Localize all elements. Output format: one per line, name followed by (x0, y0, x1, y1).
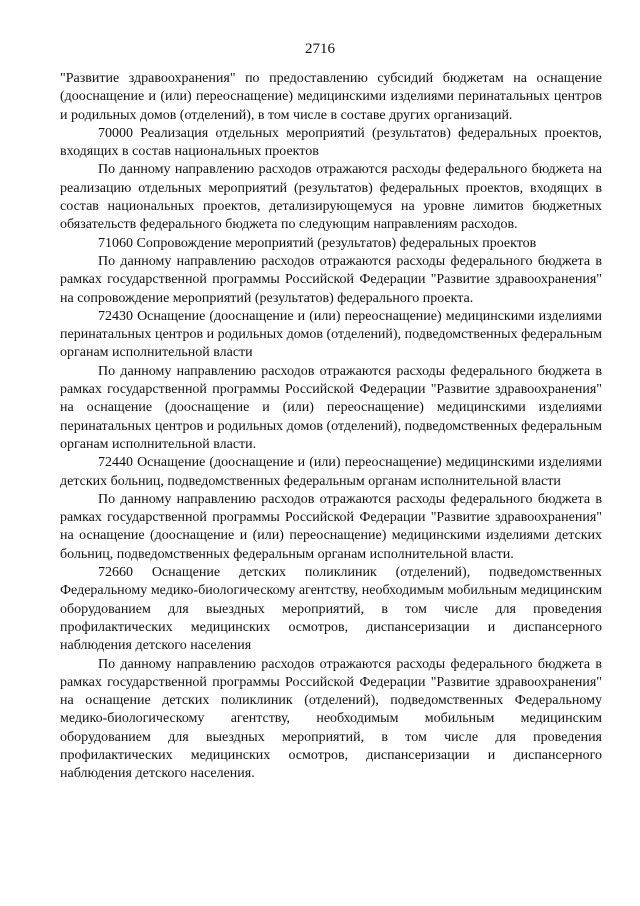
document-body (60, 70, 602, 784)
paragraph-text: По данному направлению расходов отражаются расходы федерального бюджета в рамках государственной программы Российской Федерации "Развитие здравоохранения" на оснащение (дооснащение и (или) переоснащение) медицинскими изделиями перинатальных центров и родильных домов (отделений), подведомственных федеральным органам исполнительной власти. (60, 363, 602, 452)
paragraph-heading-72440: 72440 Оснащение (дооснащение и (или) переоснащение) медицинскими изделиями детских больниц, подведомственных федеральным органам исполнительной власти (60, 455, 602, 489)
paragraph-text: По данному направлению расходов отражаются расходы федерального бюджета в рамках государственной программы Российской Федерации "Развитие здравоохранения" на сопровождение мероприятий (результатов) федерального проекта. (60, 253, 602, 306)
page-number: 2716 (305, 41, 335, 57)
paragraph-heading-72430: 72430 Оснащение (дооснащение и (или) переоснащение) медицинскими изделиями перинатальных центров и родильных домов (отделений), подведомственных федеральным органам исполнительной власти (60, 308, 602, 361)
paragraph-text: По данному направлению расходов отражаются расходы федерального бюджета на реализацию отдельных мероприятий (результатов) федеральных проектов, входящих в состав национальных проектов, детализирующемуся на уровне лимитов бюджетных обязательств федерального бюджета по следующим направлениям расходов. (60, 162, 602, 233)
paragraph-text: По данному направлению расходов отражаются расходы федерального бюджета в рамках государственной программы Российской Федерации "Развитие здравоохранения" на оснащение (дооснащение и (или) переоснащение) медицинскими изделиями детских больниц, подведомственных федеральным органам исполнительной власти. (60, 491, 602, 562)
paragraph-text: По данному направлению расходов отражаются расходы федерального бюджета в рамках государственной программы Российской Федерации "Развитие здравоохранения" на оснащение детских поликлиник (отделений), подведомственных Федеральному медико-биологическому агентству, необходимым мобильным медицинским оборудованием для выездных мероприятий, в том числе для проведения профилактических медицинских осмотров, диспансеризации и диспансерного наблюдения детского населения. (60, 656, 602, 782)
paragraph-heading-71060: 71060 Сопровождение мероприятий (результатов) федеральных проектов (98, 235, 537, 251)
paragraph-heading-72660: 72660 Оснащение детских поликлиник (отделений), подведомственных Федеральному медико-биологическому агентству, необходимым мобильным медицинским оборудованием для выездных мероприятий, в том числе для проведения профилактических медицинских осмотров, диспансеризации и диспансерного наблюдения детского населения (60, 565, 602, 654)
paragraph-heading-70000: 70000 Реализация отдельных мероприятий (результатов) федеральных проектов, входящих в состав национальных проектов (60, 125, 602, 160)
paragraph-continuation: "Развитие здравоохранения" по предоставлению субсидий бюджетам на оснащение (дооснащение и (или) переоснащение) медицинскими изделиями перинатальных центров и родильных домов (отделений), в том числе в составе других организаций. (60, 71, 602, 123)
